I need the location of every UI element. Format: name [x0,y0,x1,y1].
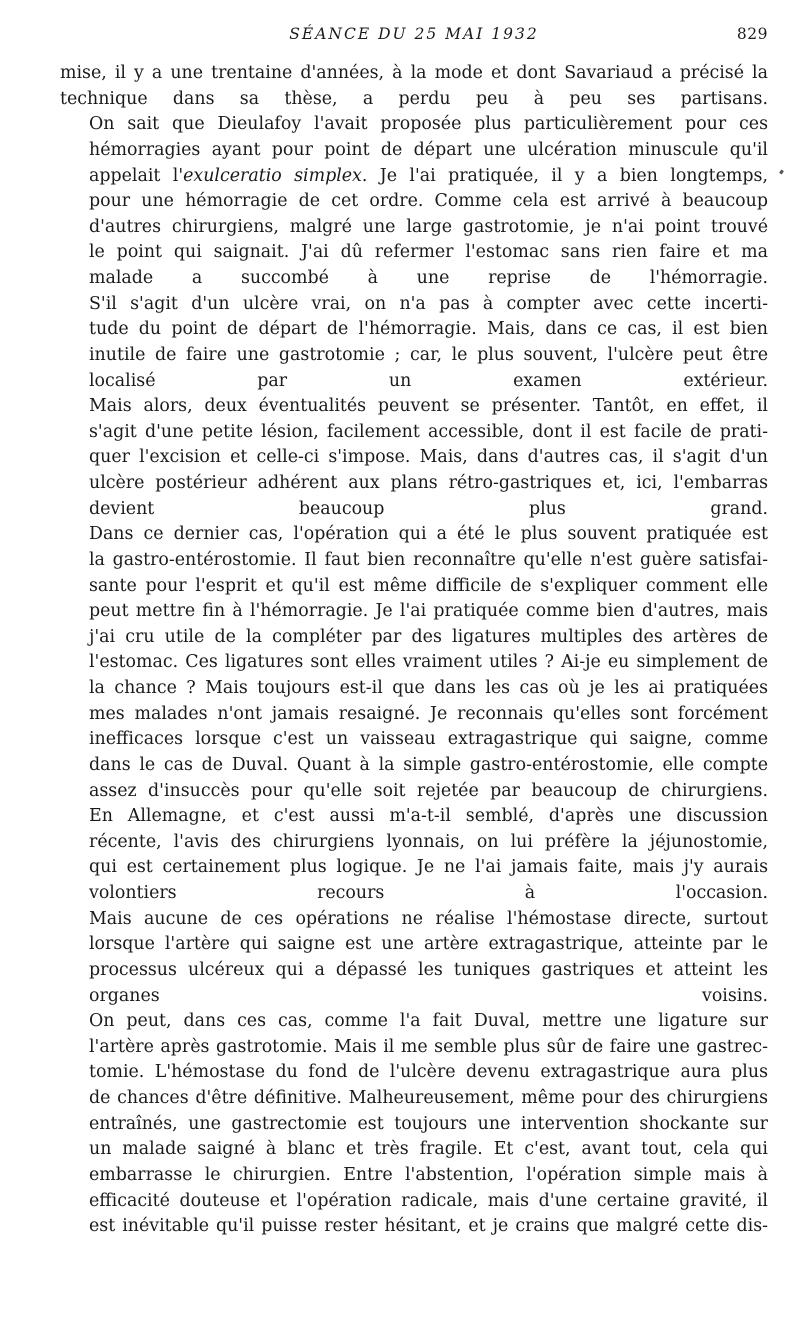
text-line: quer l'excision et celle-ci s'impose. Mais, dans d'autres cas, il s'agit d'un [89,447,768,468]
text-line: processus ulcéreux qui a dépassé les tuniques gastriques et atteint les [89,959,768,980]
text-line: un malade saigné à blanc et très fragile. Et c'est, avant tout, cela qui [89,1139,768,1160]
text-fragment: appelait l' [89,165,184,186]
text-line: En Allemagne, et c'est aussi m'a-t-il semblé, d'après une discussion [89,806,768,827]
paragraph-1 [60,61,768,112]
text-line: S'il s'agit d'un ulcère vrai, on n'a pas à compter avec cette incerti- [89,293,768,314]
text-line: peut mettre fin à l'hémorragie. Je l'ai pratiquée comme bien d'autres, mais [89,601,768,622]
text-line: devient beaucoup plus grand. [89,498,768,519]
text-line: volontiers recours à l'occasion. [89,883,768,903]
text-line: lorsque l'artère qui saigne est une artère extragastrique, atteinte par le [89,934,768,955]
text-line: Dans ce dernier cas, l'opération qui a été le plus souvent pratiquée est [89,524,768,545]
page-number: 829 [736,25,768,43]
italic-term: exulceratio simplex [183,165,362,186]
text-line: pour une hémorragie de cet ordre. Comme cela est arrivé à beaucoup [89,191,768,212]
text-line: tude du point de départ de l'hémorragie. Mais, dans ce cas, il est bien [89,319,768,340]
text-line: l'artère après gastrotomie. Mais il me semble plus sûr de faire une gastrec- [89,1036,768,1057]
text-line: localisé par un examen extérieur. [89,370,768,391]
text-line: le point qui saignait. J'ai dû refermer l'estomac sans rien faire et ma [89,242,768,263]
text-line: dans le cas de Duval. Quant à la simple gastro-entérostomie, elle compte [89,754,768,775]
paragraph-6 [60,804,768,907]
paragraph-3 [60,292,768,395]
paragraph-8 [60,1009,768,1240]
text-line: inutile de faire une gastrotomie ; car, le plus souvent, l'ulcère peut être [89,344,768,365]
text-line: organes voisins. [89,985,768,1006]
text-line: On sait que Dieulafoy l'avait proposée plus particulièrement pour ces [89,114,768,135]
text-line [60,164,768,190]
text-line: la gastro-entérostomie. Il faut bien reconnaître qu'elle n'est guère satisfai- [89,549,768,570]
text-line: ulcère postérieur adhérent aux plans rétro-gastriques et, ici, l'embarras [89,473,768,493]
paragraph-5 [60,522,768,804]
text-line: inefficaces lorsque c'est un vaisseau extragastrique qui saigne, comme [89,729,768,750]
text-line: malade a succombé à une reprise de l'hémorragie. [89,268,768,288]
text-line: j'ai cru utile de la compléter par des ligatures multiples des artères de [89,626,768,647]
text-line: technique dans sa thèse, a perdu peu à peu ses partisans. [60,88,768,109]
text-line: la chance ? Mais toujours est-il que dans les cas où je les ai pratiquées [89,678,768,698]
body-text [60,61,768,1240]
text-line: entraînés, une gastrectomie est toujours une intervention shockante sur [89,1113,768,1134]
text-line: hémorragies ayant pour point de départ une ulcération minuscule qu'il [89,139,768,160]
text-line: s'agit d'une petite lésion, facilement accessible, dont il est facile de prati- [89,421,768,442]
text-line: embarrasse le chirurgien. Entre l'abstention, l'opération simple mais à [89,1164,768,1185]
text-line: qui est certainement plus logique. Je ne l'ai jamais faite, mais j'y aurais [89,857,768,878]
text-line: mes malades n'ont jamais resaigné. Je reconnais qu'elles sont forcément [89,703,768,724]
text-line: Mais alors, deux éventualités peuvent se présenter. Tantôt, en effet, il [89,396,768,417]
text-line: sante pour l'esprit et qu'il est même difficile de s'expliquer comment elle [89,575,768,596]
text-line: Mais aucune de ces opérations ne réalise l'hémostase directe, surtout [89,908,768,929]
text-line: d'autres chirurgiens, malgré une large gastrotomie, je n'ai point trouvé [89,216,768,237]
text-line: mise, il y a une trentaine d'années, à la mode et dont Savariaud a précisé la [60,63,768,83]
text-line: On peut, dans ces cas, comme l'a fait Duval, mettre une ligature sur [89,1011,768,1032]
text-line: récente, l'avis des chirurgiens lyonnais, on lui préfère la jéjunostomie, [89,831,768,852]
paragraph-2 [60,112,768,291]
text-line: assez d'insuccès pour qu'elle soit rejetée par beaucoup de chirurgiens. [89,780,768,801]
text-line: tomie. L'hémostase du fond de l'ulcère devenu extragastrique aura plus [89,1062,768,1083]
paragraph-4 [60,394,768,522]
text-line: est inévitable qu'il puisse rester hésitant, et je crains que malgré cette dis- [89,1216,768,1237]
margin-mark [779,170,784,175]
text-fragment: . Je l'ai pratiquée, il y a bien longtemps, [361,165,768,186]
running-title: SÉANCE DU 25 MAI 1932 [289,25,539,43]
text-line: efficacité douteuse et l'opération radicale, mais d'une certaine gravité, il [89,1190,768,1211]
text-line: l'estomac. Ces ligatures sont elles vraiment utiles ? Ai-je eu simplement de [89,652,768,673]
text-line: de chances d'être définitive. Malheureusement, même pour des chirurgiens [89,1088,768,1108]
running-header [60,22,768,46]
paragraph-7 [60,907,768,1010]
